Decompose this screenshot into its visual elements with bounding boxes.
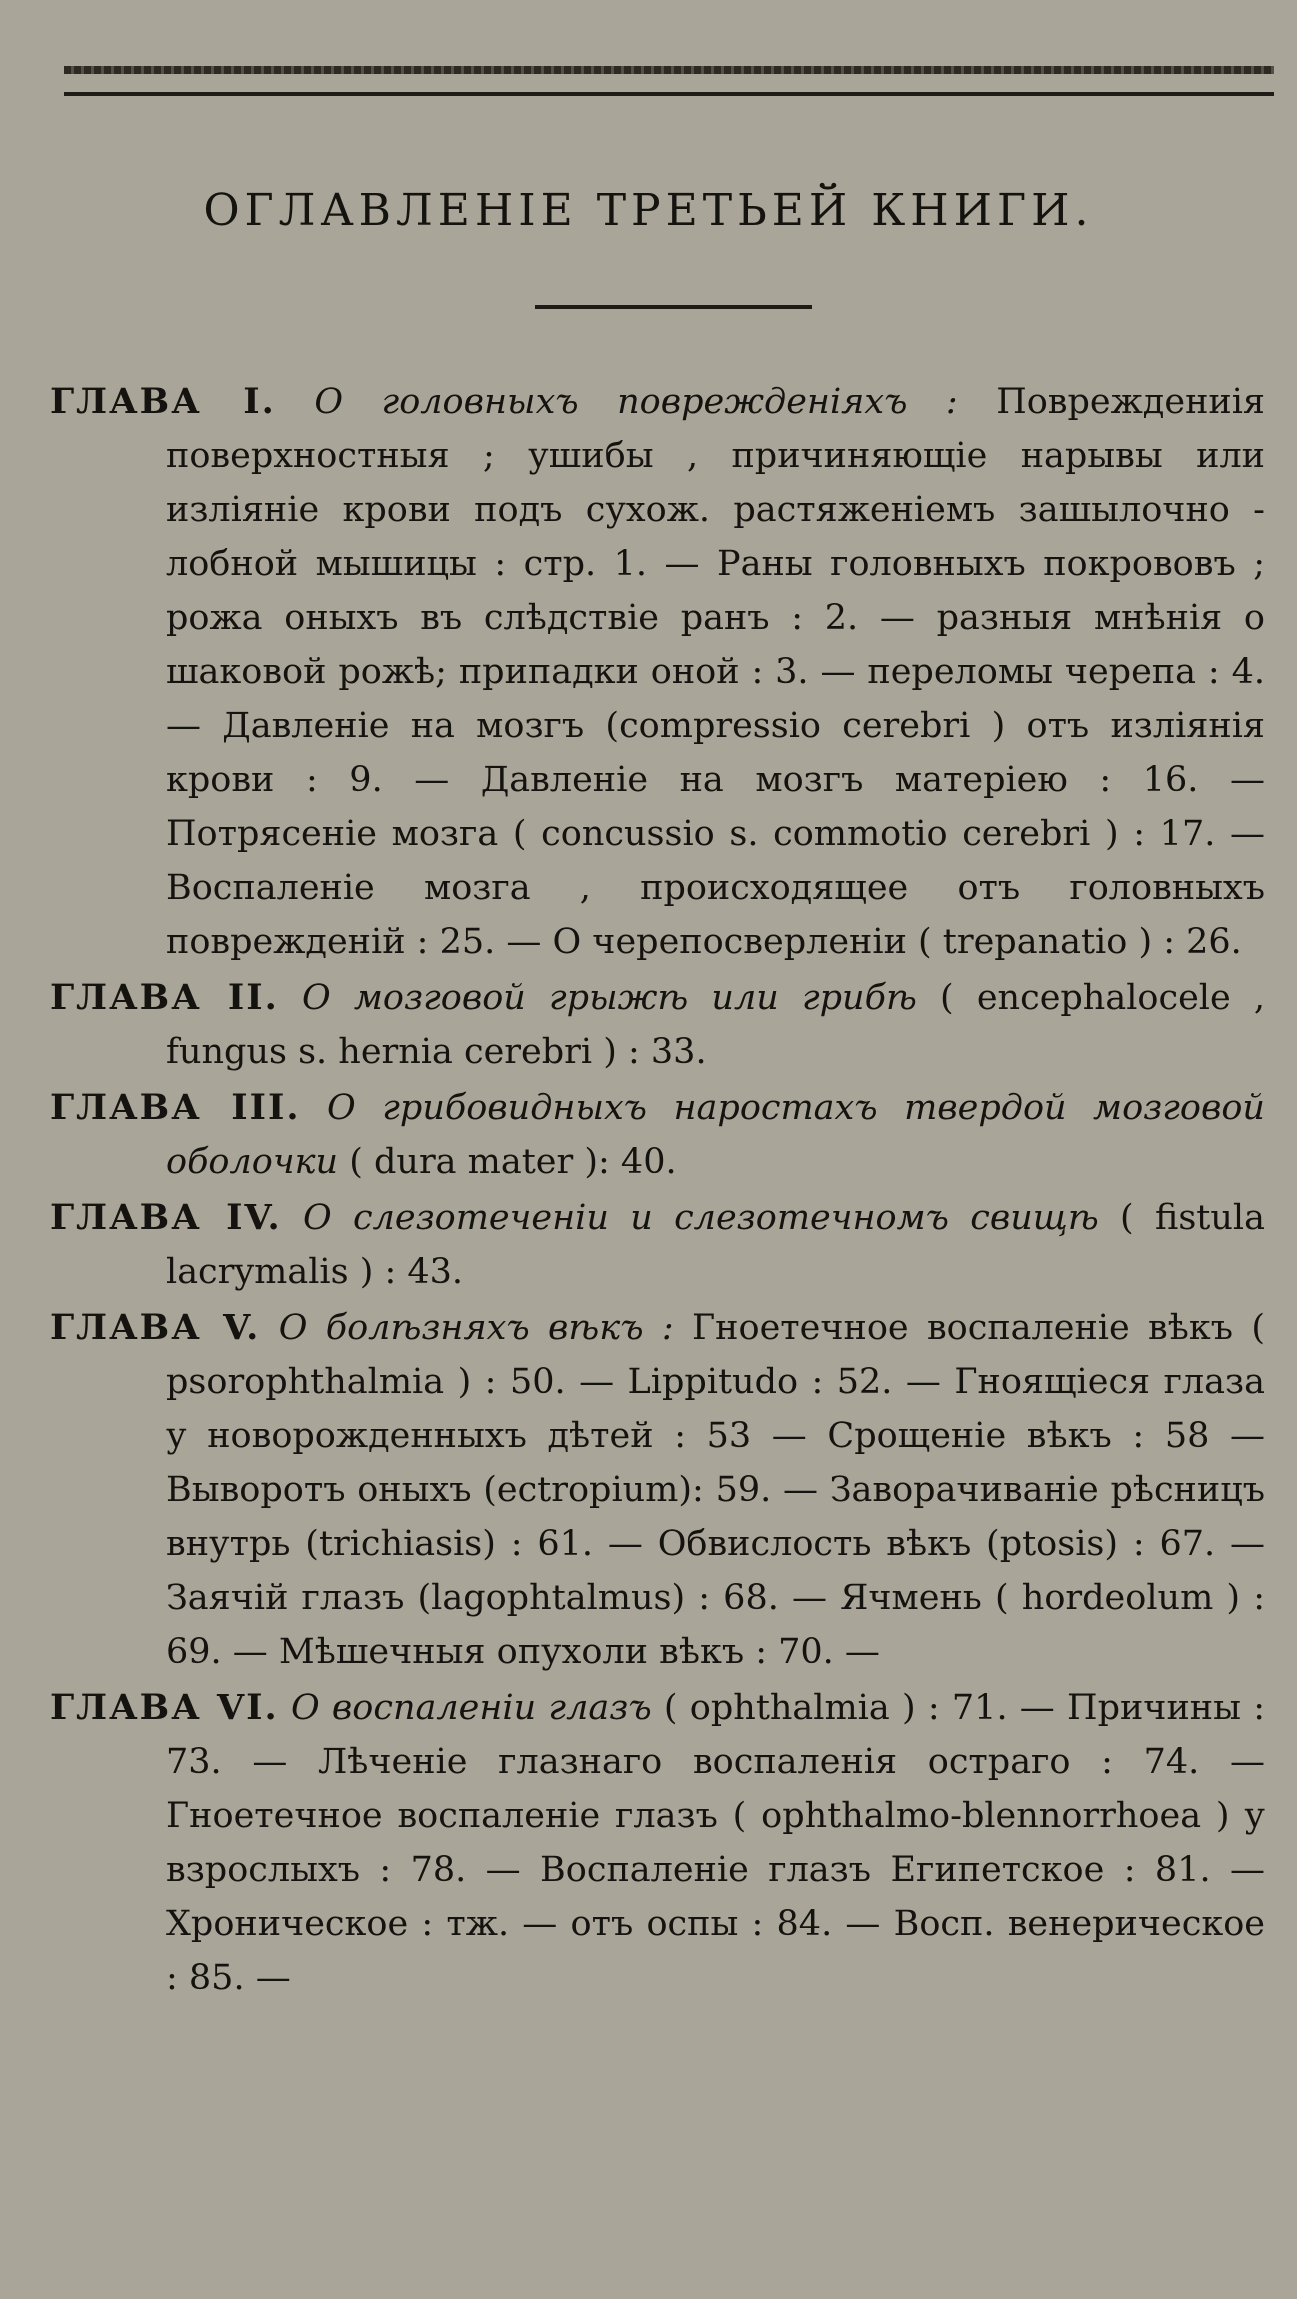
toc-entry-chapter-1 xyxy=(50,375,1265,969)
chapter-heading: О мозговой грыжѣ или грибѣ xyxy=(302,978,917,1018)
chapter-contents: ( dura mater ): 40. xyxy=(349,1142,677,1182)
chapter-label: ГЛАВА III. xyxy=(50,1087,301,1128)
chapter-heading: О воспаленіи глазъ xyxy=(290,1688,652,1728)
toc-entry-chapter-5 xyxy=(50,1301,1265,1679)
chapter-contents: ( ophthalmia ) : 71. — Причины : 73. — Лѣченіе глазнаго воспаленія остраго : 74. — Гноетечное воспаленіе глазъ ( ophthalmo-blennorrhoea ) у взрослыхъ : 78. — Воспаленіе глазъ Египетское : 81. — Хроническое : тж. — отъ оспы : 84. — Восп. венерическое : 85. — xyxy=(166,1688,1265,1998)
toc-entry-chapter-6 xyxy=(50,1681,1265,2005)
table-of-contents xyxy=(50,375,1265,2007)
chapter-label: ГЛАВА V. xyxy=(50,1307,261,1348)
header-ornament-rule xyxy=(64,66,1274,74)
chapter-heading: О грибовидныхъ наростахъ твердой мозговой оболочки xyxy=(166,1088,1265,1182)
title-divider xyxy=(535,305,812,309)
chapter-contents: Повреждениія поверхностныя ; ушибы , причиняющіе нарывы или изліяніе крови подъ сухож. растяженіемъ зашылочно - лобной мышицы : стр. 1. — Раны головныхъ покрововъ ; рожа оныхъ въ слѣдствіе ранъ : 2. — разныя мнѣнія о шаковой рожѣ; припадки оной : 3. — переломы черепа : 4. — Давленіе на мозгъ (compressio cerebri ) отъ изліянія крови : 9. — Давленіе на мозгъ матеріею : 16. — Потрясеніе мозга ( concussio s. commotio cerebri ) : 17. — Воспаленіе мозга , происходящее отъ головныхъ поврежденій : 25. — О черепосверленіи ( trepanatio ) : 26. xyxy=(166,382,1265,962)
chapter-heading: О головныхъ поврежденіяхъ : xyxy=(314,382,958,422)
chapter-heading: О болѣзняхъ вѣкъ : xyxy=(278,1308,674,1348)
page-title: ОГЛАВЛЕНІЕ ТРЕТЬЕЙ КНИГИ. xyxy=(203,185,1094,236)
chapter-label: ГЛАВА II. xyxy=(50,977,279,1018)
chapter-label: ГЛАВА VI. xyxy=(50,1687,279,1728)
chapter-label: ГЛАВА IV. xyxy=(50,1197,282,1238)
toc-entry-chapter-2 xyxy=(50,971,1265,1079)
header-rule xyxy=(64,92,1274,96)
chapter-contents: ( fistula lacrymalis ) : 43. xyxy=(166,1198,1265,1292)
chapter-contents: Гноетечное воспаленіе вѣкъ ( psorophthalmia ) : 50. — Lippitudo : 52. — Гноящіеся глаза у новорожденныхъ дѣтей : 53 — Срощеніе вѣкъ : 58 — Выворотъ оныхъ (ectropium): 59. — Заворачиваніе рѣсницъ внутрь (trichiasis) : 61. — Обвислость вѣкъ (ptosis) : 67. — Заячій глазъ (lagophtalmus) : 68. — Ячмень ( hordeolum ) : 69. — Мѣшечныя опухоли вѣкъ : 70. — xyxy=(166,1308,1265,1672)
toc-entry-chapter-4 xyxy=(50,1191,1265,1299)
chapter-contents: ( encephalocele , fungus s. hernia cerebri ) : 33. xyxy=(166,978,1265,1072)
chapter-label: ГЛАВА I. xyxy=(50,381,276,422)
toc-entry-chapter-3 xyxy=(50,1081,1265,1189)
chapter-heading: О слезотеченіи и слезотечномъ свищѣ xyxy=(302,1198,1099,1238)
